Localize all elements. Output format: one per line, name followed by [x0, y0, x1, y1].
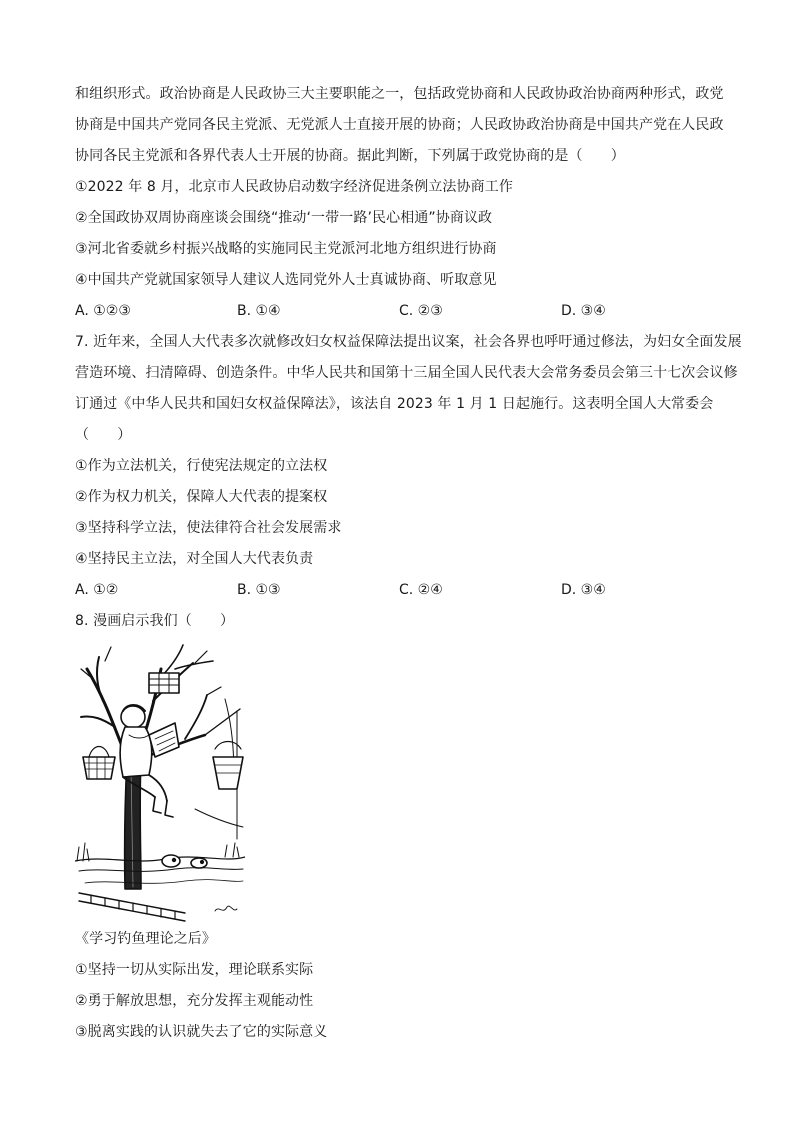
- q6-options: [75, 296, 725, 327]
- q6-option-b[interactable]: B. ①④: [237, 303, 281, 319]
- q8-item-2: ②勇于解放思想，充分发挥主观能动性: [75, 993, 314, 1009]
- q6-item-1: ①2022 年 8 月，北京市人民政协启动数字经济促进条例立法协商工作: [75, 179, 513, 195]
- q6-option-a[interactable]: A. ①②③: [75, 303, 131, 319]
- q7-stem-line-4: （ ）: [75, 427, 132, 443]
- q7-option-c[interactable]: C. ②④: [399, 582, 443, 598]
- q7-item-4: ④坚持民主立法，对全国人大代表负责: [75, 551, 314, 567]
- q6-item-4: ④中国共产党就国家领导人建议人选同党外人士真诚协商、听取意见: [75, 272, 497, 288]
- q6-item-3: ③河北省委就乡村振兴战略的实施同民主党派河北地方组织进行协商: [75, 241, 497, 257]
- q7-stem-line-2: 营造环境、扫清障碍、创造条件。中华人民共和国第十三届全国人民代表大会常务委员会第三十七次会议修: [75, 365, 738, 381]
- q7-stem-line-3: 订通过《中华人民共和国妇女权益保障法》，该法自 2023 年 1 月 1 日起施行。这表明全国人大常委会: [75, 396, 714, 412]
- q8-cartoon-caption: 《学习钓鱼理论之后》: [75, 931, 216, 947]
- q6-stem-line-2: 协商是中国共产党同各民主党派、无党派人士直接开展的协商；人民政协政治协商是中国共产党在人民政: [75, 117, 724, 133]
- q7-item-1: ①作为立法机关，行使宪法规定的立法权: [75, 458, 328, 474]
- q6-option-d[interactable]: D. ③④: [561, 303, 606, 319]
- q8-item-1: ①坚持一切从实际出发，理论联系实际: [75, 962, 314, 978]
- q8-stem: 8. 漫画启示我们（ ）: [75, 613, 235, 629]
- q6-stem-line-1: 和组织形式。政治协商是人民政协三大主要职能之一，包括政党协商和人民政协政治协商两种形式，政党: [75, 86, 724, 102]
- page-content: [75, 79, 742, 1048]
- q7-item-2: ②作为权力机关，保障人大代表的提案权: [75, 489, 328, 505]
- q7-item-3: ③坚持科学立法，使法律符合社会发展需求: [75, 520, 342, 536]
- q7-options: [75, 575, 725, 606]
- q6-option-c[interactable]: C. ②③: [399, 303, 443, 319]
- q7-option-a[interactable]: A. ①②: [75, 582, 119, 598]
- q7-stem-line-1: 7. 近年来，全国人大代表多次就修改妇女权益保障法提出议案，社会各界也呼吁通过修法，为妇女全面发展: [75, 334, 742, 350]
- q7-option-b[interactable]: B. ①③: [237, 582, 281, 598]
- q7-option-d[interactable]: D. ③④: [561, 582, 606, 598]
- q6-stem-line-3: 协同各民主党派和各界代表人士开展的协商。据此判断，下列属于政党协商的是（ ）: [75, 148, 625, 164]
- fishing-cartoon-image: [75, 639, 245, 924]
- q8-item-3: ③脱离实践的认识就失去了它的实际意义: [75, 1024, 328, 1040]
- q6-item-2: ②全国政协双周协商座谈会围绕“推动‘一带一路’民心相通”协商议政: [75, 210, 493, 226]
